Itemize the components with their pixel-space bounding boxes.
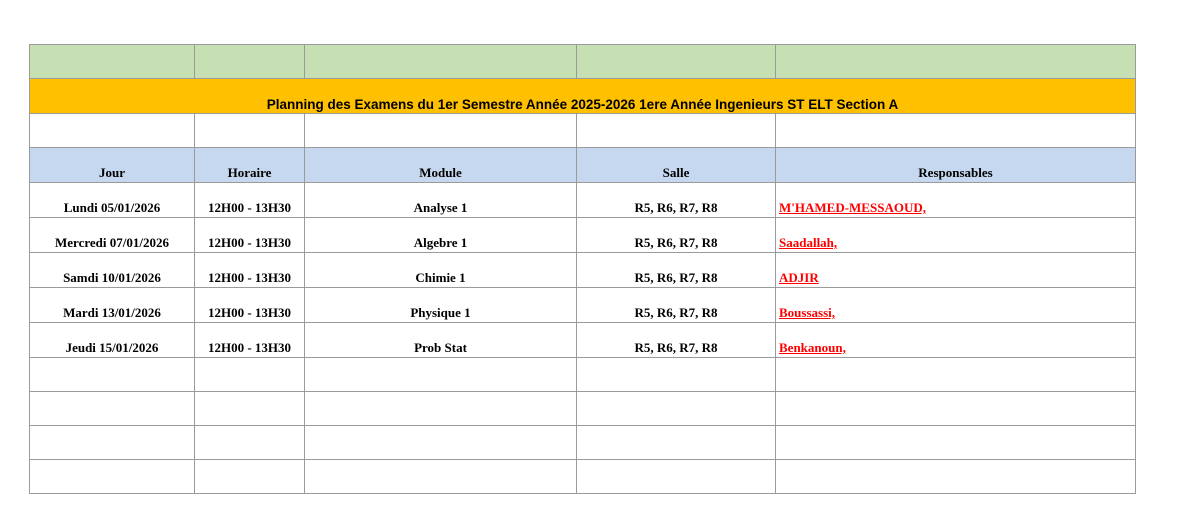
cell[interactable] (30, 460, 195, 494)
cell[interactable] (30, 426, 195, 460)
horaire-cell[interactable]: 12H00 - 13H30 (195, 253, 305, 288)
cell[interactable] (305, 358, 577, 392)
cell[interactable] (776, 392, 1136, 426)
cell[interactable] (195, 392, 305, 426)
cell[interactable] (30, 358, 195, 392)
cell[interactable] (195, 358, 305, 392)
cell[interactable] (195, 426, 305, 460)
table-row (30, 253, 1136, 288)
cell[interactable] (577, 460, 776, 494)
empty-row (30, 460, 1136, 494)
cell[interactable] (776, 358, 1136, 392)
column-header-module[interactable]: Module (305, 148, 577, 183)
cell[interactable] (776, 426, 1136, 460)
jour-cell[interactable]: Mardi 13/01/2026 (30, 288, 195, 323)
empty-row (30, 392, 1136, 426)
cell[interactable] (195, 114, 305, 148)
cell[interactable] (577, 358, 776, 392)
exam-schedule-table (29, 44, 1136, 494)
table-row (30, 218, 1136, 253)
responsables-cell[interactable]: Benkanoun, (776, 323, 1136, 358)
module-cell[interactable]: Chimie 1 (305, 253, 577, 288)
cell[interactable] (30, 392, 195, 426)
column-header-salle[interactable]: Salle (577, 148, 776, 183)
horaire-cell[interactable]: 12H00 - 13H30 (195, 218, 305, 253)
salle-cell[interactable]: R5, R6, R7, R8 (577, 253, 776, 288)
header-row (30, 148, 1136, 183)
module-cell[interactable]: Physique 1 (305, 288, 577, 323)
cell[interactable] (577, 45, 776, 79)
responsables-cell[interactable]: Boussassi, (776, 288, 1136, 323)
table-row (30, 183, 1136, 218)
cell[interactable] (305, 392, 577, 426)
jour-cell[interactable]: Mercredi 07/01/2026 (30, 218, 195, 253)
blank-row (30, 114, 1136, 148)
empty-row (30, 426, 1136, 460)
jour-cell[interactable]: Lundi 05/01/2026 (30, 183, 195, 218)
responsables-cell[interactable]: Saadallah, (776, 218, 1136, 253)
cell[interactable] (577, 426, 776, 460)
table-row (30, 323, 1136, 358)
cell[interactable] (577, 114, 776, 148)
module-cell[interactable]: Prob Stat (305, 323, 577, 358)
cell[interactable] (305, 114, 577, 148)
cell[interactable] (776, 114, 1136, 148)
column-header-responsables[interactable]: Responsables (776, 148, 1136, 183)
salle-cell[interactable]: R5, R6, R7, R8 (577, 288, 776, 323)
salle-cell[interactable]: R5, R6, R7, R8 (577, 183, 776, 218)
cell[interactable] (776, 45, 1136, 79)
green-band-row (30, 45, 1136, 79)
horaire-cell[interactable]: 12H00 - 13H30 (195, 183, 305, 218)
title-row (30, 79, 1136, 114)
cell[interactable] (30, 45, 195, 79)
jour-cell[interactable]: Samdi 10/01/2026 (30, 253, 195, 288)
cell[interactable] (305, 426, 577, 460)
cell[interactable] (195, 45, 305, 79)
cell[interactable] (577, 392, 776, 426)
salle-cell[interactable]: R5, R6, R7, R8 (577, 323, 776, 358)
empty-row (30, 358, 1136, 392)
cell[interactable] (30, 114, 195, 148)
responsables-cell[interactable]: ADJIR (776, 253, 1136, 288)
schedule-title[interactable]: Planning des Examens du 1er Semestre Année 2025-2026 1ere Année Ingenieurs ST ELT Section A (30, 79, 1136, 114)
jour-cell[interactable]: Jeudi 15/01/2026 (30, 323, 195, 358)
horaire-cell[interactable]: 12H00 - 13H30 (195, 323, 305, 358)
salle-cell[interactable]: R5, R6, R7, R8 (577, 218, 776, 253)
column-header-jour[interactable]: Jour (30, 148, 195, 183)
module-cell[interactable]: Algebre 1 (305, 218, 577, 253)
table-row (30, 288, 1136, 323)
cell[interactable] (305, 460, 577, 494)
horaire-cell[interactable]: 12H00 - 13H30 (195, 288, 305, 323)
cell[interactable] (305, 45, 577, 79)
cell[interactable] (195, 460, 305, 494)
column-header-horaire[interactable]: Horaire (195, 148, 305, 183)
module-cell[interactable]: Analyse 1 (305, 183, 577, 218)
cell[interactable] (776, 460, 1136, 494)
responsables-cell[interactable]: M'HAMED-MESSAOUD, (776, 183, 1136, 218)
